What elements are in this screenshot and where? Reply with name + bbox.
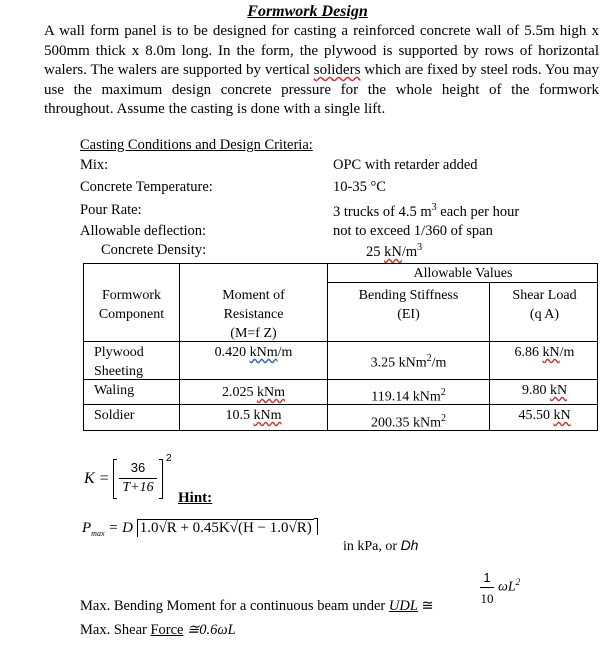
- header-component: [84, 286, 179, 324]
- soldier-moment-num: 10.5: [225, 408, 254, 423]
- pmax-equals: = D: [108, 520, 133, 536]
- soldier-moment-unit: kNm: [253, 408, 282, 423]
- moment-exp: 2: [515, 577, 521, 587]
- plywood-shear-tail: /m: [559, 345, 575, 360]
- pmax-formula: [82, 518, 318, 538]
- density-sup: 3: [417, 242, 423, 253]
- pmax-units: [343, 537, 418, 555]
- k-formula-lhs: K =: [84, 470, 110, 487]
- k-denominator: T+16: [122, 480, 154, 495]
- criteria-value-pour-rate: [333, 202, 519, 221]
- density-pre: 25: [366, 243, 385, 260]
- intro-part1: A wall form panel is to be designed for casting a reinforced concrete wall of 5.5m high x 500mm thick x 8.0m long. In the form, the plywood is supported by rows of horizontal walers. The walers are supported by vertical: [44, 23, 599, 78]
- soldier-shear-num: 45.50: [518, 408, 554, 423]
- criteria-value-density: [366, 242, 422, 261]
- criteria-value-temperature: 10-35 °C: [333, 179, 386, 195]
- header-component-l2: Component: [98, 307, 165, 322]
- intro-part2: which are fixed by steel rods. You may use the maximum design concrete pressure for the whole height of the formwork throughout. Assume the casting is done with a single lift.: [44, 62, 599, 117]
- table-row-soldier-moment: [180, 406, 327, 425]
- moment-frac-den: 10: [480, 591, 494, 606]
- table-line-header: [84, 341, 597, 342]
- pmax-symbol: P: [82, 520, 92, 536]
- header-stiffness-l1: Bending Stiffness: [358, 288, 459, 303]
- header-stiffness: [328, 286, 489, 324]
- table-row-waling-stiffness: [328, 383, 489, 407]
- soldier-stiff-pre: 200.35 kNm: [371, 415, 441, 431]
- pour-rate-sup: 3: [431, 202, 437, 213]
- approx-symbol: ≅: [421, 598, 434, 614]
- criteria-label-temperature: Concrete Temperature:: [80, 179, 213, 195]
- header-shear-l1: Shear Load: [512, 288, 577, 303]
- udl-link: UDL: [388, 598, 418, 614]
- table-row-soldier-shear: [490, 406, 599, 425]
- criteria-label-pour-rate: Pour Rate:: [80, 202, 142, 218]
- header-allowable-values: Allowable Values: [413, 266, 513, 281]
- max-shear-text: Max. Shear: [80, 622, 151, 638]
- page-title: Formwork Design: [247, 3, 368, 20]
- max-shear-value: ≅0.6ωL: [187, 622, 236, 638]
- soldier-shear-unit: kN: [553, 408, 571, 423]
- pmax-subscript: max: [91, 529, 105, 538]
- waling-shear-unit: kN: [549, 383, 568, 398]
- table-row-plywood-stiffness: [328, 349, 489, 373]
- hint-label: Hint:: [178, 490, 213, 506]
- max-moment-text: Max. Bending Moment for a continuous beam under: [80, 598, 389, 614]
- pour-rate-pre: 3 trucks of 4.5 m: [333, 203, 432, 220]
- table-row-plywood-shear: [490, 343, 599, 362]
- plywood-shear-num: 6.86: [514, 345, 543, 360]
- max-moment-line: [80, 598, 434, 615]
- density-post: /m: [401, 243, 418, 260]
- waling-stiff-pre: 119.14 kNm: [371, 389, 441, 405]
- criteria-label-mix: Mix:: [80, 157, 109, 173]
- plywood-moment-tail: /m: [277, 345, 293, 360]
- moment-wl: ωL: [498, 579, 516, 595]
- criteria-heading: Casting Conditions and Design Criteria:: [80, 137, 313, 153]
- header-moment-l3: (M=f Z): [230, 326, 277, 341]
- table-row-plywood-moment: [180, 343, 327, 362]
- criteria-label-deflection: Allowable deflection:: [80, 223, 207, 239]
- table-row-waling-shear: [490, 381, 599, 400]
- moment-wl2: [498, 577, 520, 596]
- waling-moment-num: 2.025: [222, 385, 257, 400]
- plywood-shear-unit: kN: [542, 345, 560, 360]
- k-fraction-bar: [119, 478, 157, 479]
- plywood-moment-unit: kNm: [249, 345, 278, 360]
- moment-frac-num: 1: [483, 570, 491, 585]
- pmax-bracket-end: [314, 518, 318, 535]
- plywood-moment-num: 0.420: [214, 345, 250, 360]
- max-shear-line: [80, 622, 236, 639]
- plywood-stiff-pre: 3.25 kNm: [370, 355, 427, 371]
- plywood-l2: Sheeting: [94, 364, 143, 379]
- problem-statement: [44, 22, 599, 120]
- plywood-stiff-post: /m: [431, 355, 447, 371]
- criteria-value-deflection: not to exceed 1/360 of span: [333, 223, 493, 239]
- table-line-row1: [84, 379, 597, 380]
- waling-stiff-sup: 2: [440, 387, 446, 398]
- moment-frac-bar: [480, 587, 494, 588]
- table-row-soldier-component: Soldier: [94, 408, 135, 423]
- table-row-plywood-component: [94, 343, 144, 381]
- header-moment-l2: Resistance: [223, 307, 284, 322]
- k-numerator: 36: [130, 460, 146, 475]
- header-stiffness-l2: (EI): [397, 307, 420, 322]
- header-component-l1: Formwork: [101, 288, 162, 303]
- criteria-value-mix: OPC with retarder added: [333, 157, 478, 173]
- k-formula-fraction: [113, 456, 163, 500]
- pmax-dh: Dh: [400, 537, 419, 553]
- header-shear-l2: (q A): [529, 307, 560, 322]
- plywood-stiff-sup: 2: [426, 353, 432, 364]
- table-row-waling-moment: [180, 383, 327, 402]
- density-unit: kN: [384, 243, 402, 260]
- intro-soldiers-word: soliders: [313, 62, 361, 78]
- k-exponent: 2: [166, 453, 172, 464]
- header-moment: [180, 286, 327, 343]
- criteria-label-density: Concrete Density:: [101, 242, 207, 258]
- pour-rate-post: each per hour: [436, 203, 520, 220]
- pmax-units-text: in kPa, or: [343, 539, 398, 554]
- table-row-soldier-stiffness: [328, 409, 489, 433]
- header-moment-l1: Moment of: [222, 288, 285, 303]
- waling-moment-unit: kNm: [257, 385, 285, 400]
- waling-shear-num: 9.80: [521, 383, 550, 398]
- allowable-values-table: [83, 263, 598, 431]
- header-shear: [490, 286, 599, 324]
- force-word: Force: [150, 622, 184, 638]
- table-row-waling-component: Waling: [94, 383, 135, 398]
- pmax-bracket-body: 1.0√R + 0.45K√(H − 1.0√R): [137, 519, 314, 537]
- soldier-stiff-sup: 2: [441, 413, 446, 424]
- plywood-l1: Plywood: [94, 345, 144, 360]
